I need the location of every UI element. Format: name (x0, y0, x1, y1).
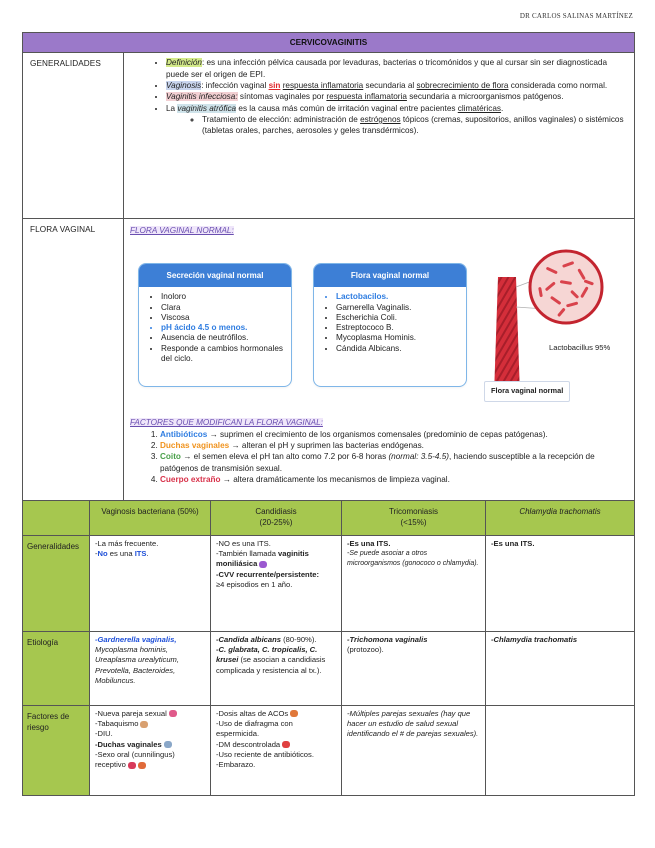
table-title: CERVICOVAGINITIS (23, 33, 635, 53)
lactobacillus-label: Lactobacillus 95% (549, 343, 611, 353)
secrecion-item: • Inoloro (161, 292, 291, 302)
flora-normal-pill: Flora vaginal normal (484, 381, 570, 401)
secrecion-card-title: Secreción vaginal normal (139, 264, 291, 287)
flora-item: • Escherichia Coli. (336, 313, 466, 323)
factors-heading: FACTORES QUE MODIFICAN LA FLORA VAGINAL: (130, 418, 323, 428)
flora-item: • Lactobacilos. (336, 292, 466, 302)
tricomoniasis-etiologia: -Trichomona vaginalis (protozoo). (342, 631, 486, 705)
row-label-generalidades: GENERALIDADES (23, 53, 124, 219)
vaginosis-etiologia: -Gardnerella vaginalis, Mycoplasma hominis, Ureaplasma urealyticum, Prevotella, Bacteroides, Mobiluncus. (90, 631, 211, 705)
vaginitis-atrofica-item: • La vaginitis atrófica es la causa más común de irritación vaginal entre pacientes climatéricas. ◦ Tratamiento de elección: administración de estrógenos tópicos (cremas, supositorios, anillos vaginales) o sistémicos (tabletas orales, parches, aerosoles y geles transdérmicos). (166, 103, 624, 137)
cigarette-icon (140, 721, 148, 728)
vaginosis-factores: -Nueva pareja sexual -Tabaquismo -DIU. -Duchas vaginales -Sexo oral (cunnilingus) receptivo (90, 705, 211, 795)
secrecion-item: • pH ácido 4.5 o menos. (161, 323, 291, 333)
flora-item: • Cándida Albicans. (336, 344, 466, 354)
row-label-generalidades: Generalidades (23, 535, 90, 631)
tricomoniasis-factores: -Múltiples parejas sexuales (hay que hacer un estudio de salud sexual identificando el # de parejas sexuales). (342, 705, 486, 795)
factor-item: 2. Duchas vaginales → alteran el pH y suprimen las bacterias endógenas. (160, 440, 624, 451)
peach-icon (138, 762, 146, 769)
lactobacillus-illustration (490, 247, 620, 397)
header-vaginosis: Vaginosis bacteriana (50%) (90, 501, 211, 536)
secrecion-item: • Clara (161, 303, 291, 313)
infections-comparison-table (22, 500, 635, 796)
flora-heading: FLORA VAGINAL NORMAL: (130, 226, 234, 236)
definicion-item: • Definición: es una infección pélvica causada por levaduras, bacterias o tricomónidos y que al cursar sin ser diagnosticada puede ser el origen de EPI. (166, 57, 624, 80)
magnified-bacteria-circle (530, 251, 602, 323)
factors-list (130, 429, 624, 486)
factor-item: 1. Antibióticos → suprimen el crecimiento de los organismos comensales (predominio de cepas patógenas). (160, 429, 624, 440)
tricomoniasis-generalidades: -Es una ITS. -Se puede asociar a otros microorganismos (gonococo o chlamydia). (342, 535, 486, 631)
lips-icon (128, 762, 136, 769)
heart-icon (259, 561, 267, 568)
header-tricomoniasis: Tricomoniasis (<15%) (342, 501, 486, 536)
candidiasis-etiologia: -Candida albicans (80-90%). -C. glabrata, C. tropicalis, C. krusei (se asocian a candidiasis complicada y resistencia al tx.). (211, 631, 342, 705)
secrecion-item: • Responde a cambios hormonales del ciclo. (161, 344, 291, 365)
vaginosis-generalidades: -La más frecuente. -No es una ITS. (90, 535, 211, 631)
author-header: DR CARLOS SALINAS MARTÍNEZ (519, 12, 633, 20)
flora-item: • Estreptococo B. (336, 323, 466, 333)
row-label-factores: Factores de riesgo (23, 705, 90, 795)
vaginal-tissue-shape (494, 277, 520, 395)
pill-icon (290, 710, 298, 717)
flora-item: • Mycoplasma Hominis. (336, 333, 466, 343)
couple-icon (169, 710, 177, 717)
vaginitis-infecciosa-item: • Vaginitis infecciosa: síntomas vaginales por respuesta inflamatoria secundaria a microorganismos patógenos. (166, 91, 624, 102)
header-chlamydia: Chlamydia trachomatis (486, 501, 635, 536)
tratamiento-item: ◦ Tratamiento de elección: administración de estrógenos tópicos (cremas, supositorios, anillos vaginales) o sistémicos (tabletas orales, parches, aerosoles y geles transdérmicos). (202, 114, 624, 137)
flora-content (124, 219, 635, 515)
header-empty (23, 501, 90, 536)
generalidades-content (124, 53, 635, 219)
candidiasis-factores: -Dosis altas de ACOs -Uso de diafragma con espermicida. -DM descontrolada -Uso reciente de antibióticos. -Embarazo. (211, 705, 342, 795)
flora-card-title: Flora vaginal normal (314, 264, 466, 287)
header-candidiasis: Candidiasis (20-25%) (211, 501, 342, 536)
factor-item: 4. Cuerpo extraño → altera dramáticamente los mecanismos de limpieza vaginal. (160, 474, 624, 485)
factor-item: 3. Coito → el semen eleva el pH tan alto como 7.2 por 6-8 horas (normal: 3.5-4.5), haciendo susceptible a la recepción de patógenos de transmisión sexual. (160, 451, 624, 474)
row-label-flora: FLORA VAGINAL (23, 219, 124, 515)
vaginosis-item: • Vaginosis: infección vaginal sin respuesta inflamatoria secundaria al sobrecrecimiento de flora considerada como normal. (166, 80, 624, 91)
secrecion-item: • Viscosa (161, 313, 291, 323)
row-label-etiologia: Etiología (23, 631, 90, 705)
candidiasis-generalidades: -NO es una ITS. -También llamada vaginitis moniliásica -CVV recurrente/persistente: ≥4 episodios en 1 año. (211, 535, 342, 631)
flora-normal-card (313, 263, 467, 387)
chlamydia-generalidades: -Es una ITS. (486, 535, 635, 631)
secrecion-item: • Ausencia de neutrófilos. (161, 333, 291, 343)
chlamydia-factores (486, 705, 635, 795)
chlamydia-etiologia: -Chlamydia trachomatis (486, 631, 635, 705)
flora-item: • Garnerella Vaginalis. (336, 303, 466, 313)
syringe-icon (282, 741, 290, 748)
flora-figure (130, 223, 624, 419)
shower-icon (164, 741, 172, 748)
secrecion-card (138, 263, 292, 387)
cervicovaginitis-table (22, 32, 635, 515)
